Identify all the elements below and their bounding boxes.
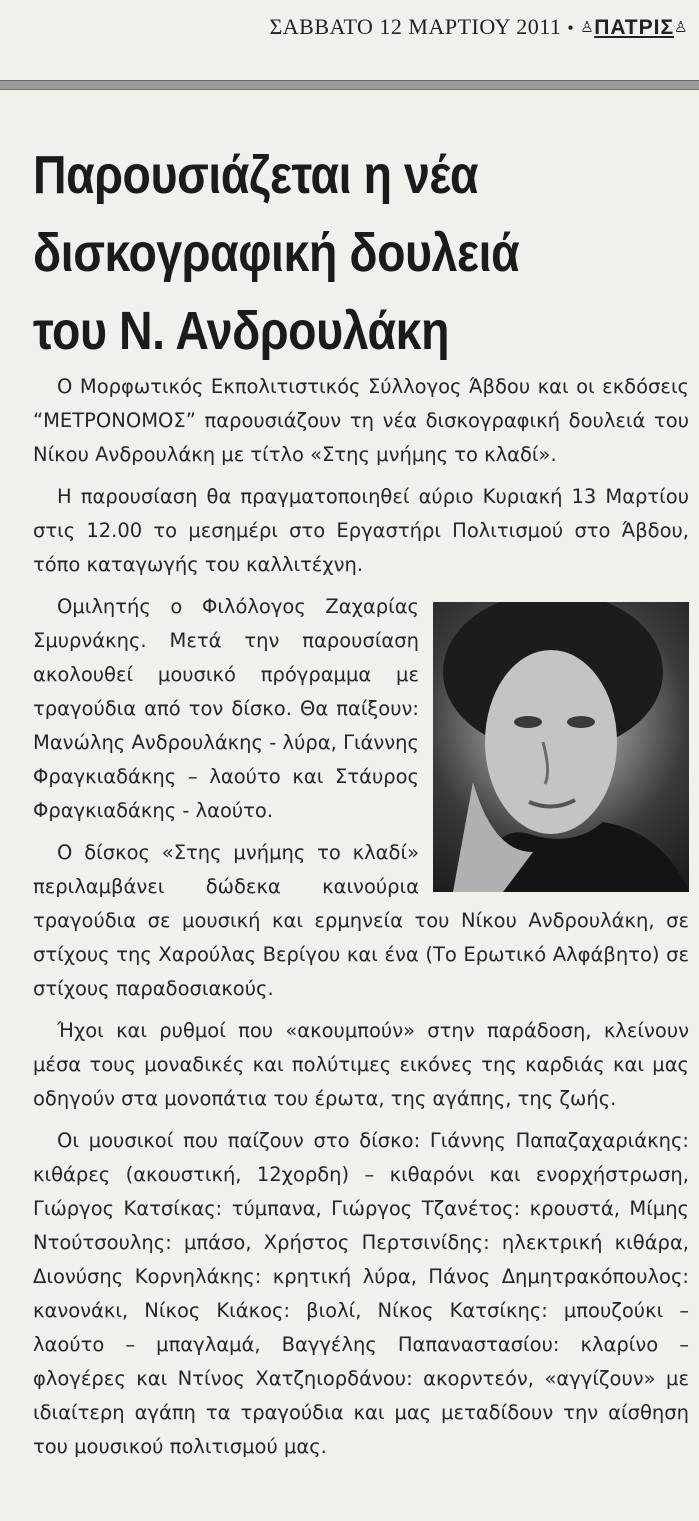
article-paragraph-6: Οι μουσικοί που παίζουν στο δίσκο: Γιάννης Παπαζαχαριάκης: κιθάρες (ακουστική, 12χορδη) – κιθαρόνι και ενορχήστρωση, Γιώργος Κατσίκας: τύμπανα, Γιώργος Τζανέτος: κρουστά, Μίμης Ντούτσουλης: μπάσο, Χρήστος Περτσινίδης: ηλεκτρική κιθάρα, Διονύσης Κορνηλάκης: κρητική λύρα, Πάνος Δημητρακόπουλος: κανονάκι, Νίκος Κιάκος: βιολί, Νίκος Κατσίκης: μπουζούκι – λαούτο – μπαγλαμά, Βαγγέλης Παπαναστασίου: κλαρίνο – φλογέρες και Ντίνος Χατζηιορδάνου: ακορντεόν, «αγγίζουν» με ιδιαίτερη αγάπη τα τραγούδια και μας μεταδίδουν την αίσθηση του μουσικού πολιτισμού μας.	[33, 1129, 689, 1458]
article-headline: Παρουσιάζεται η νέα δισκογραφική δουλειά του Ν. Ανδρουλάκη	[33, 145, 520, 361]
article-paragraph-4: Ο δίσκος «Στης μνήμης το κλαδί» περιλαμβάνει δώδεκα καινούρια τραγούδια σε μουσική και ερμηνεία του Νίκου Ανδρουλάκη, σε στίχους της Χαρούλας Βερίγου και ένα (Το Ερωτικό Αλφάβητο) σε στίχους παραδοσιακούς.	[33, 841, 689, 1000]
article-paragraph-3: Ομιλητής ο Φιλόλογος Ζαχαρίας Σμυρνάκης. Μετά την παρουσίαση ακολουθεί μουσικό πρόγραμμα με τραγούδια από τον δίσκο. Θα παίξουν: Μανώλης Ανδρουλάκης - λύρα, Γιάννης Φραγκιαδάκης – λαούτο και Στάυρος Φραγκιαδάκης - λαούτο.	[33, 595, 419, 822]
article-body	[33, 370, 689, 1472]
article-paragraph-5: Ήχοι και ρυθμοί που «ακουμπούν» στην παράδοση, κλείνουν μέσα τους μοναδικές και πολύτιμες εικόνες της καρδιάς και μας οδηγούν στα μονοπάτια του έρωτα, της αγάπης, της ζωής.	[33, 1019, 689, 1110]
newspaper-name: ΠΑΤΡΙΣ	[594, 16, 675, 39]
header-separator: •	[567, 18, 575, 38]
article-paragraph-2: Η παρουσίαση θα πραγματοποιηθεί αύριο Κυριακή 13 Μαρτίου στις 12.00 το μεσημέρι στο Εργαστήρι Πολιτισμού στο Άβδου, τόπο καταγωγής του καλλιτέχνη.	[33, 485, 689, 576]
issue-date: ΣΑΒΒΑΤΟ 12 ΜΑΡΤΙΟΥ 2011	[269, 14, 562, 39]
newspaper-logo-icon: ♙	[580, 20, 595, 36]
newspaper-logo-icon-right: ♙	[674, 20, 688, 36]
header-rule	[0, 80, 699, 90]
artist-photo	[433, 602, 689, 892]
page-header	[0, 14, 688, 40]
article-paragraph-1: Ο Μορφωτικός Εκπολιτιστικός Σύλλογος Άβδου και οι εκδόσεις “ΜΕΤΡΟΝΟΜΟΣ” παρουσιάζουν τη νέα δισκογραφική δουλειά του Νίκου Ανδρουλάκη με τίτλο «Στης μνήμης το κλαδί».	[33, 375, 689, 466]
